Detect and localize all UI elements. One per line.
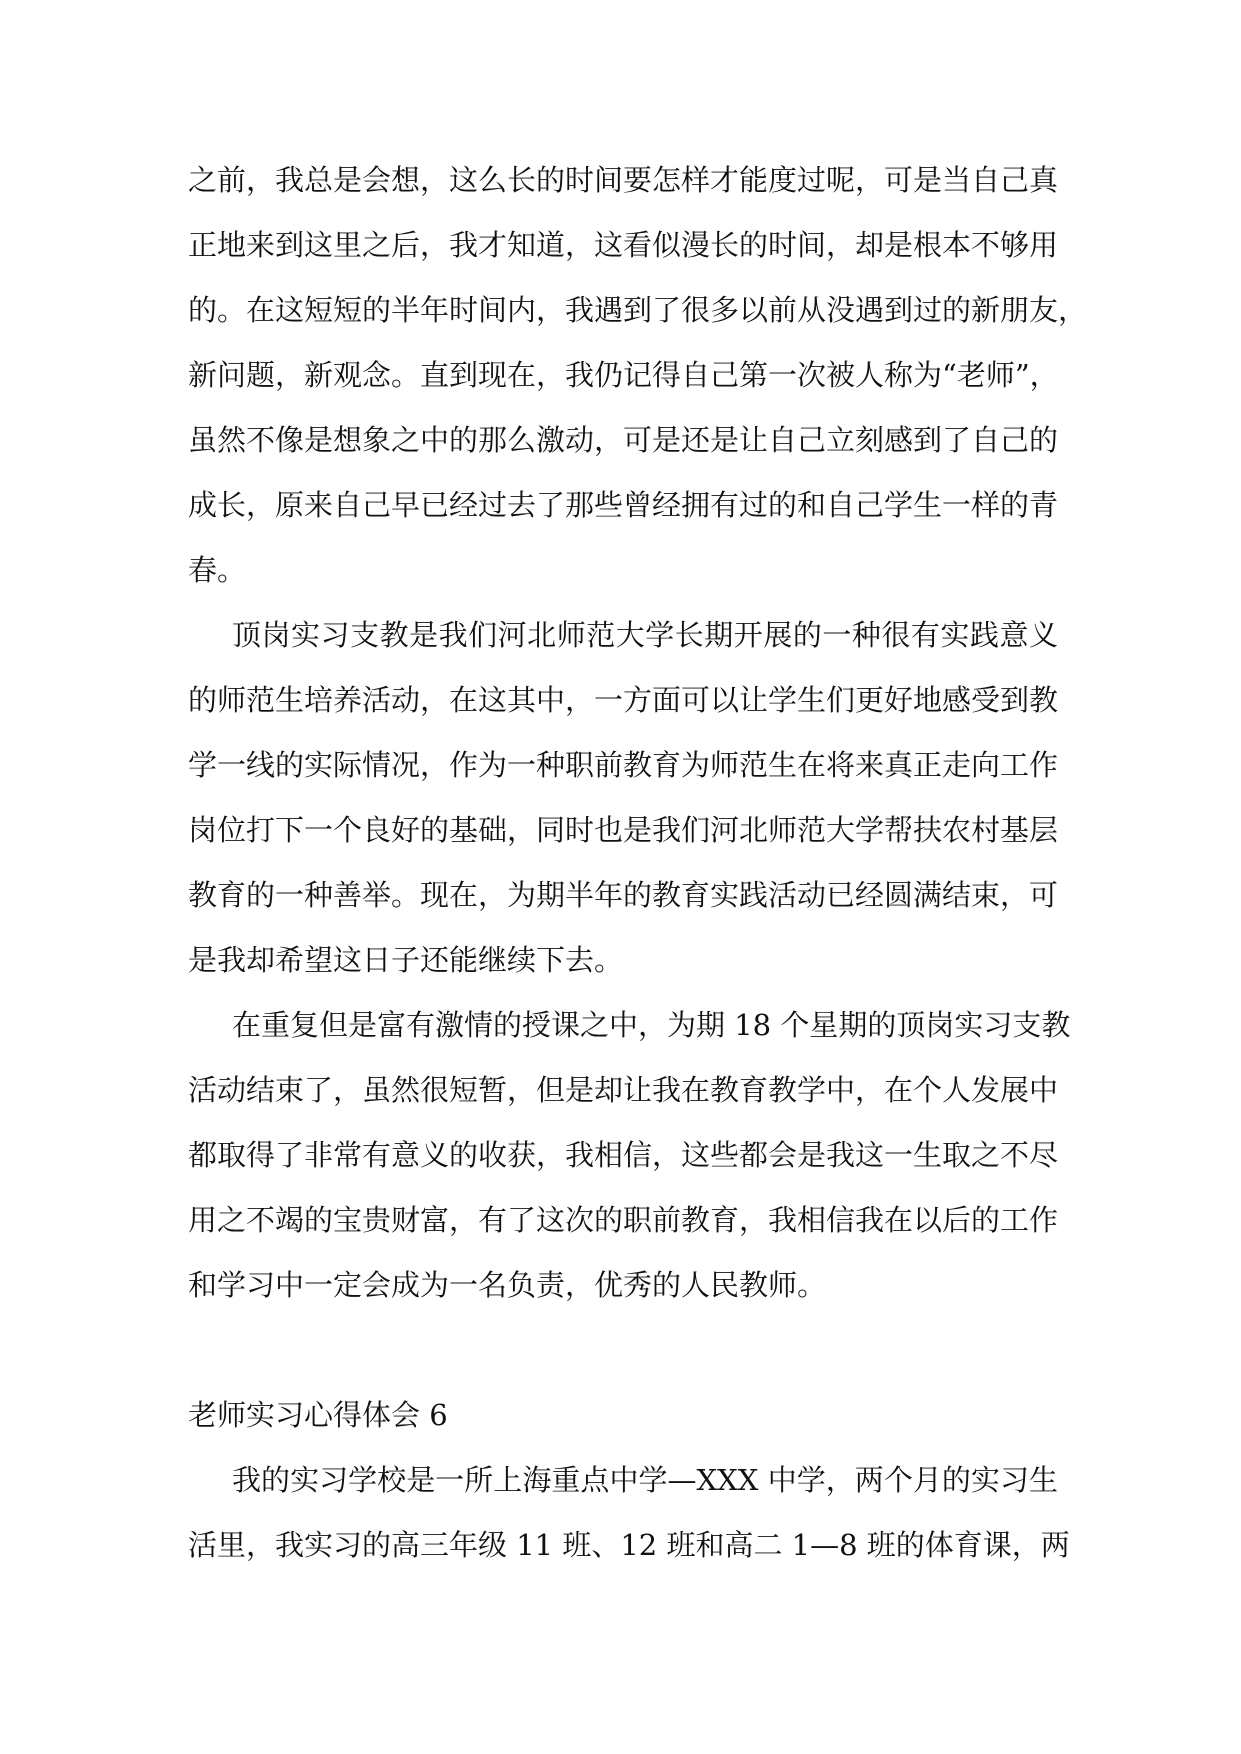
- paragraph-4: [188, 1448, 1070, 1578]
- text-line: 用之不竭的宝贵财富，有了这次的职前教育，我相信我在以后的工作: [188, 1203, 1059, 1237]
- text-line: 我的实习学校是一所上海重点中学—XXX 中学，两个月的实习生: [232, 1463, 1058, 1497]
- paragraph-1: [188, 148, 1088, 603]
- text-line: 都取得了非常有意义的收获，我相信，这些都会是我这一生取之不尽: [188, 1138, 1059, 1172]
- document-body: [188, 148, 1088, 1578]
- text-line: 成长，原来自己早已经过去了那些曾经拥有过的和自己学生一样的青: [188, 488, 1059, 522]
- text-line: 之前，我总是会想，这么长的时间要怎样才能度过呢，可是当自己真: [188, 163, 1059, 197]
- text-line: 活里，我实习的高三年级 11 班、12 班和高二 1—8 班的体育课，两: [188, 1528, 1070, 1562]
- spacer: [188, 1318, 1058, 1383]
- text-line: 春。: [188, 553, 247, 587]
- text-line: 活动结束了，虽然很短暂，但是却让我在教育教学中，在个人发展中: [188, 1073, 1059, 1107]
- text-line: 虽然不像是想象之中的那么激动，可是还是让自己立刻感到了自己的: [188, 423, 1059, 457]
- text-line: 岗位打下一个良好的基础，同时也是我们河北师范大学帮扶农村基层: [188, 813, 1059, 847]
- text-line: 顶岗实习支教是我们河北师范大学长期开展的一种很有实践意义: [232, 618, 1058, 652]
- text-line: 的师范生培养活动，在这其中，一方面可以让学生们更好地感受到教: [188, 683, 1059, 717]
- text-line: 正地来到这里之后，我才知道，这看似漫长的时间，却是根本不够用: [188, 228, 1059, 262]
- text-line: 的。在这短短的半年时间内，我遇到了很多以前从没遇到过的新朋友，: [188, 293, 1088, 327]
- text-line: 在重复但是富有激情的授课之中，为期 18 个星期的顶岗实习支教: [232, 1008, 1071, 1042]
- paragraph-3: [188, 993, 1071, 1318]
- text-line: 学一线的实际情况，作为一种职前教育为师范生在将来真正走向工作: [188, 748, 1059, 782]
- text-line: 和学习中一定会成为一名负责，优秀的人民教师。: [188, 1268, 827, 1302]
- text-line: 是我却希望这日子还能继续下去。: [188, 943, 624, 977]
- text-line: 新问题，新观念。直到现在，我仍记得自己第一次被人称为“老师”，: [188, 358, 1059, 392]
- paragraph-2: [188, 603, 1058, 993]
- section-heading: 老师实习心得体会 6: [188, 1398, 448, 1432]
- text-line: 教育的一种善举。现在，为期半年的教育实践活动已经圆满结束，可: [188, 878, 1059, 912]
